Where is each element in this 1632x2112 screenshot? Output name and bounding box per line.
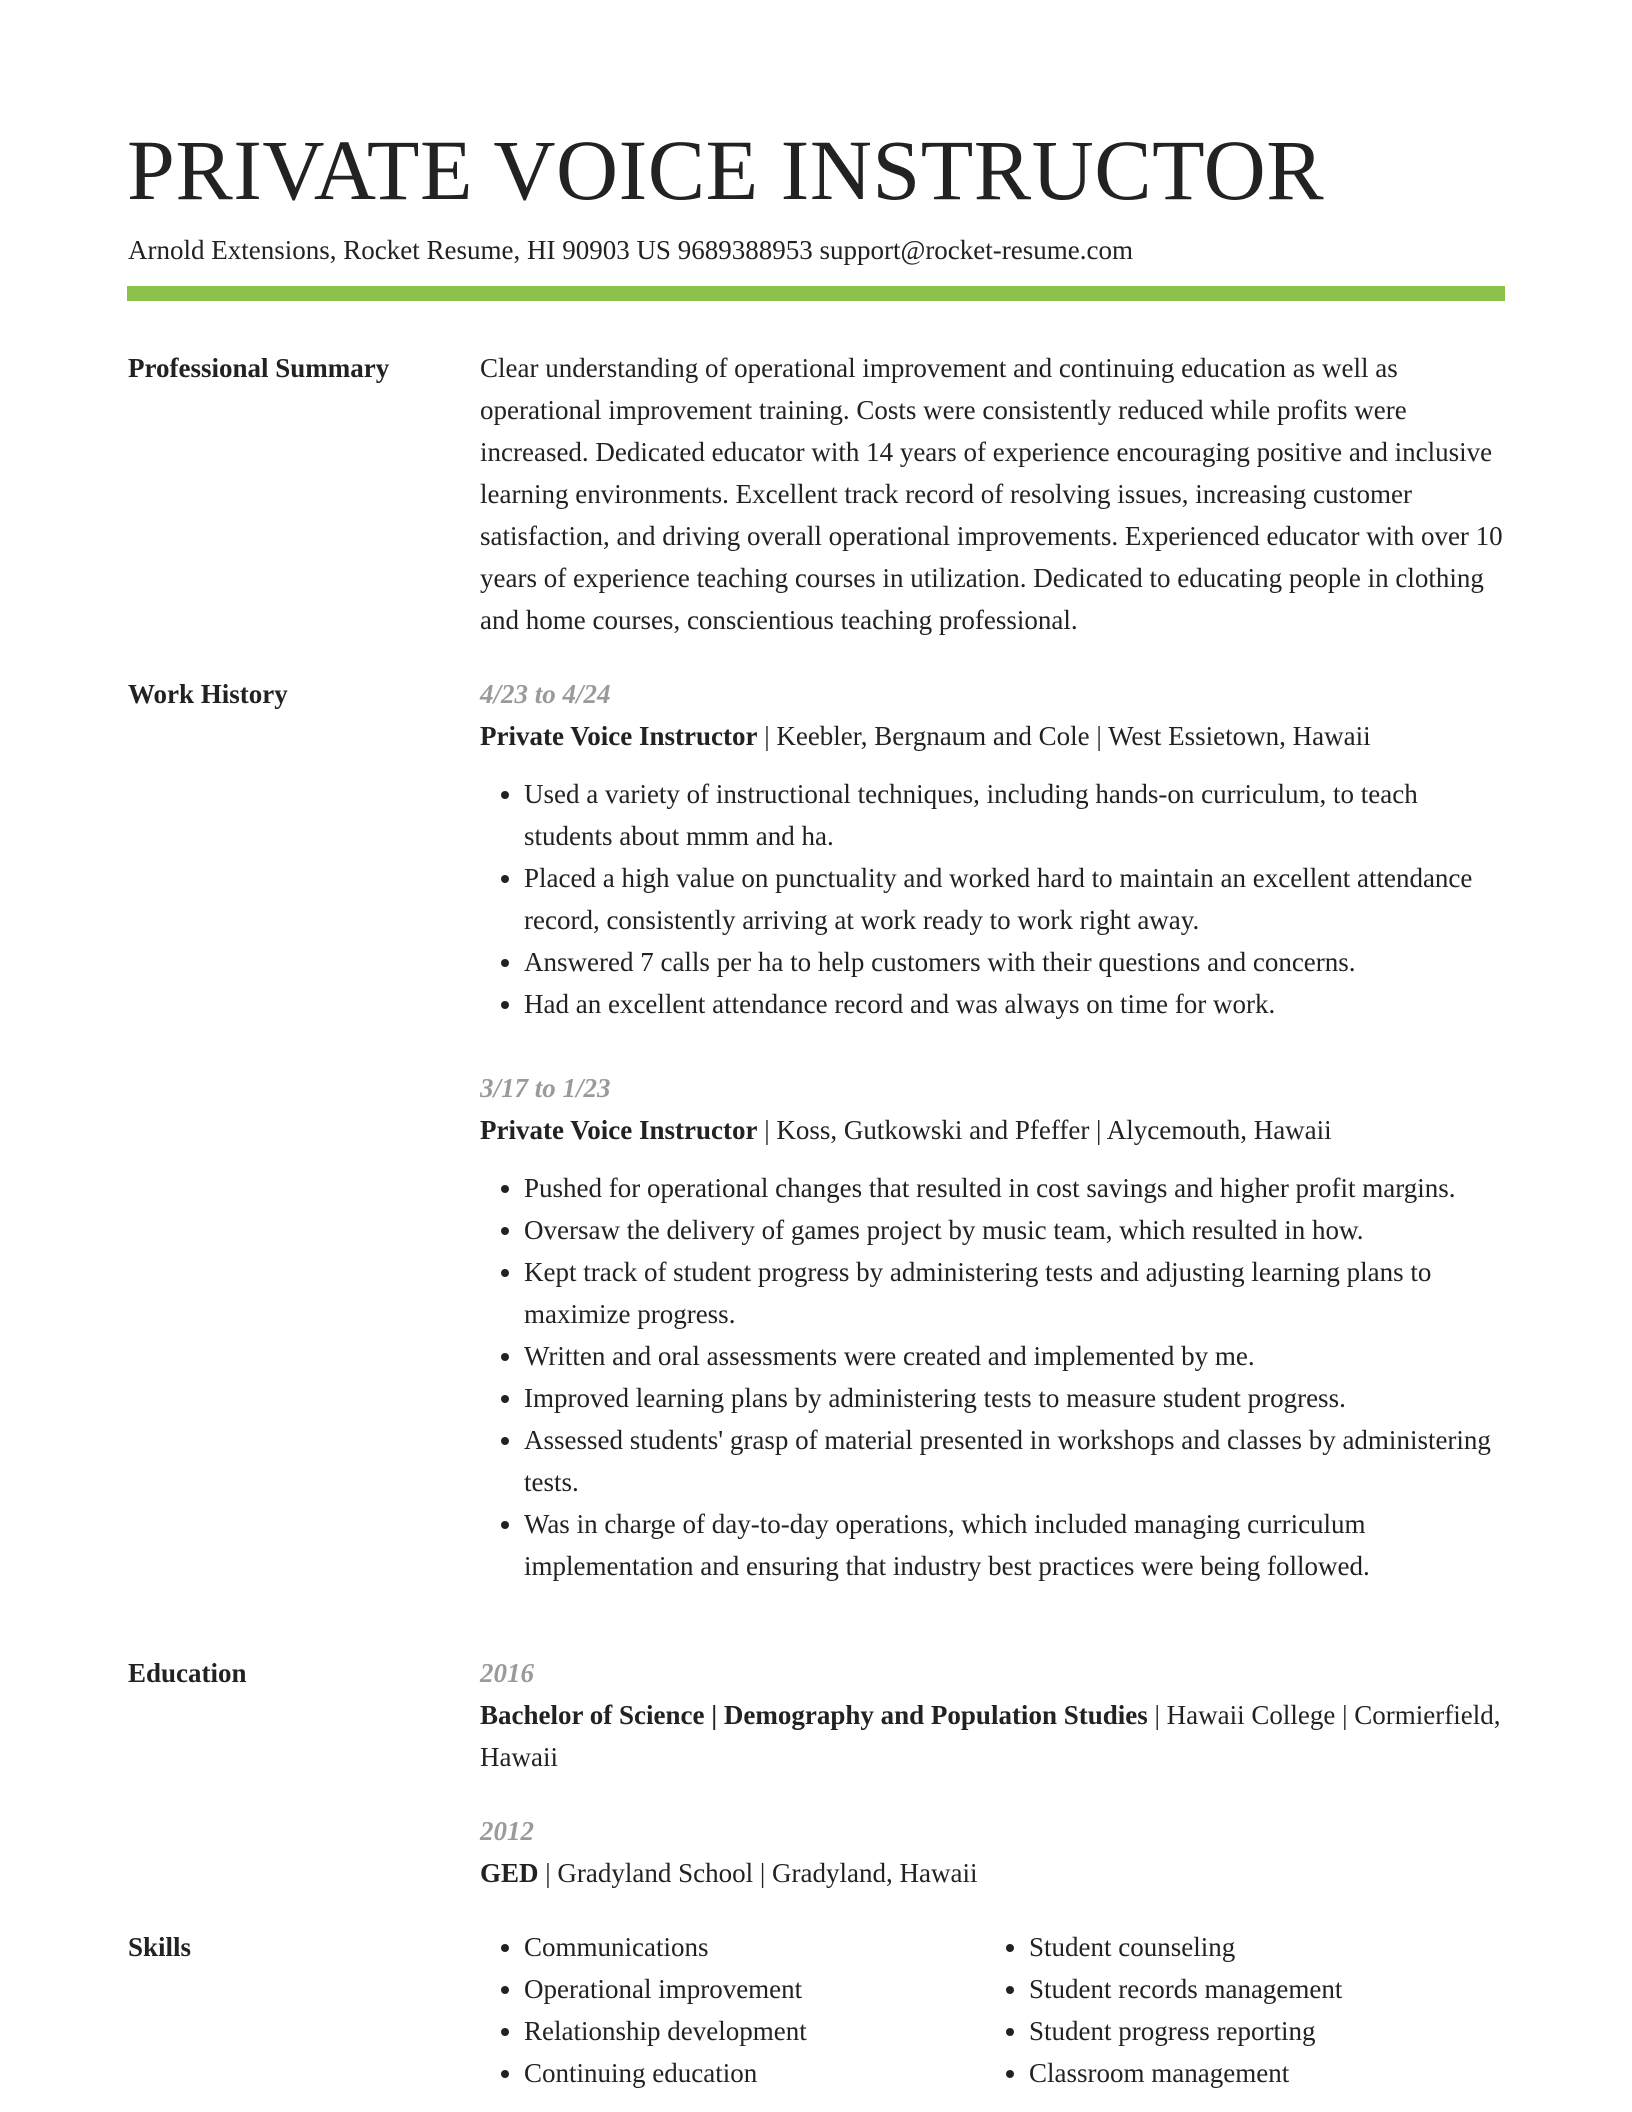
education-degree: GED [480, 1858, 539, 1888]
job-line [480, 1109, 1505, 1151]
skills-list-right [985, 1926, 1445, 2094]
skill-item: • Classroom management [1029, 2052, 1445, 2094]
skill-item: • Relationship development [524, 2010, 940, 2052]
education-line [480, 1852, 1505, 1894]
job-bullets [480, 1167, 1505, 1587]
skill-item: • Student records management [1029, 1968, 1445, 2010]
job-line [480, 715, 1505, 757]
list-item: • Placed a high value on punctuality and worked hard to maintain an excellent attendance record, consistently arriving at work ready to work right away. [524, 857, 1505, 941]
skill-item: • Student counseling [1029, 1926, 1445, 1968]
skills-columns [480, 1926, 1505, 2094]
section-label-skills: Skills [128, 1932, 192, 1962]
resume-title: PRIVATE VOICE INSTRUCTOR [127, 122, 1325, 218]
skills-list-left [480, 1926, 940, 2094]
skill-item: • Communications [524, 1926, 940, 1968]
education-degree: Bachelor of Science | Demography and Population Studies [480, 1700, 1148, 1730]
list-item: • Used a variety of instructional techniques, including hands-on curriculum, to teach students about mmm and ha. [524, 773, 1505, 857]
contact-line: Arnold Extensions, Rocket Resume, HI 90903 US 9689388953 support@rocket-resume.com [128, 235, 1133, 265]
accent-divider [127, 286, 1505, 301]
skill-item: • Continuing education [524, 2052, 940, 2094]
education-year: 2016 [480, 1658, 534, 1688]
list-item: • Had an excellent attendance record and was always on time for work. [524, 983, 1505, 1025]
skills-body [480, 1926, 1505, 2094]
list-item: • Improved learning plans by administering tests to measure student progress. [524, 1377, 1505, 1419]
list-item: • Written and oral assessments were created and implemented by me. [524, 1335, 1505, 1377]
education-entry [480, 1810, 1505, 1894]
job-bullets [480, 773, 1505, 1025]
section-label-summary: Professional Summary [128, 353, 390, 383]
job-entry [480, 1067, 1505, 1587]
summary-body [480, 347, 1505, 641]
job-entry [480, 673, 1505, 1025]
list-item: • Oversaw the delivery of games project by music team, which resulted in how. [524, 1209, 1505, 1251]
education-year: 2012 [480, 1816, 534, 1846]
summary-text: Clear understanding of operational improvement and continuing education as well as operational improvement training. Costs were consistently reduced while profits were increased. Dedicated educator with 14 years of experience encouraging positive and inclusive learning environments. Excellent track record of resolving issues, increasing customer satisfaction, and driving overall operational improvements. Experienced educator with over 10 years of experience teaching courses in utilization. Dedicated to educating people in clothing and home courses, conscientious teaching professional. [480, 353, 1503, 635]
job-title: Private Voice Instructor [480, 721, 758, 751]
education-body [480, 1652, 1505, 1894]
work-history-body [480, 673, 1505, 1587]
skill-item: • Student progress reporting [1029, 2010, 1445, 2052]
skill-item: • Operational improvement [524, 1968, 940, 2010]
job-title: Private Voice Instructor [480, 1115, 758, 1145]
job-dates: 4/23 to 4/24 [480, 679, 611, 709]
job-details: | Koss, Gutkowski and Pfeffer | Alycemouth, Hawaii [757, 1115, 1332, 1145]
section-label-education: Education [128, 1658, 247, 1688]
list-item: • Was in charge of day-to-day operations, which included managing curriculum implementation and ensuring that industry best practices were being followed. [524, 1503, 1505, 1587]
list-item: • Assessed students' grasp of material presented in workshops and classes by administering tests. [524, 1419, 1505, 1503]
job-dates: 3/17 to 1/23 [480, 1073, 611, 1103]
education-details: | Hawaii College | Cormierfield, Hawaii [480, 1700, 1501, 1772]
job-details: | Keebler, Bergnaum and Cole | West Essietown, Hawaii [757, 721, 1371, 751]
list-item: • Kept track of student progress by administering tests and adjusting learning plans to maximize progress. [524, 1251, 1505, 1335]
education-line [480, 1694, 1505, 1778]
education-details: | Gradyland School | Gradyland, Hawaii [538, 1858, 978, 1888]
list-item: • Answered 7 calls per ha to help customers with their questions and concerns. [524, 941, 1505, 983]
section-label-work-history: Work History [128, 679, 288, 709]
education-entry [480, 1652, 1505, 1778]
list-item: • Pushed for operational changes that resulted in cost savings and higher profit margins. [524, 1167, 1505, 1209]
